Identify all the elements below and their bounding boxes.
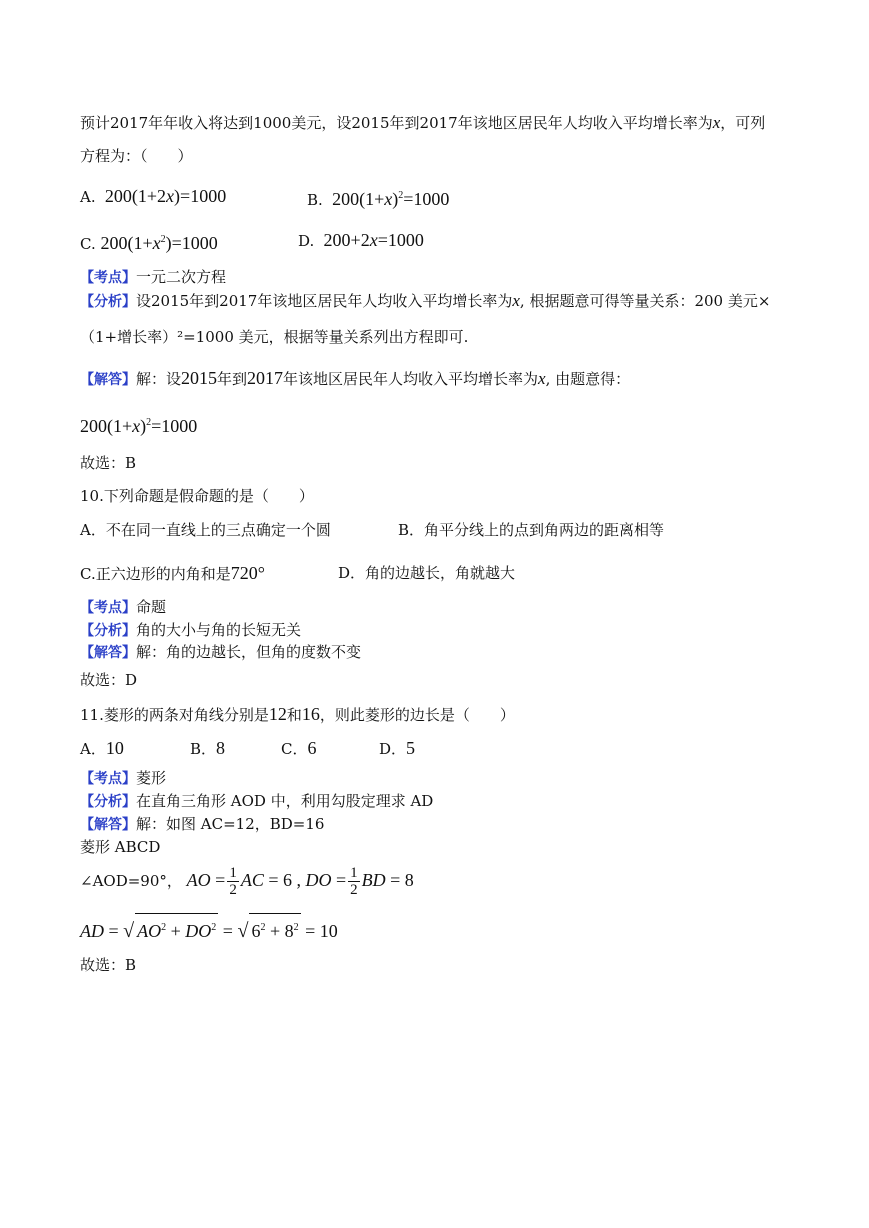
q11-option-d-value: 5 — [406, 738, 416, 758]
q10-option-b: B．角平分线上的点到角两边的距离相等 — [398, 521, 665, 539]
q10-option-d: D．角的边越长，角就越大 — [338, 564, 516, 582]
q9-jieda-d: , 由题意得： — [545, 370, 631, 388]
q10-fenxi-text: 角的大小与角的长短无关 — [136, 621, 302, 639]
q11-option-b-value: 8 — [216, 738, 226, 758]
q11-option-d — [379, 737, 415, 760]
q11-jieda-tag: 【解答】 — [80, 817, 136, 833]
q9-jieda-year2: 2017 — [247, 368, 284, 388]
q10-kaodian-tag: 【考点】 — [80, 600, 136, 616]
q9-jieda-year1: 2015 — [181, 368, 218, 388]
q9-stem-text: 预计2017年年收入将达到1000美元，设2015年到2017年该地区居民年人均收入平均增长率为 — [80, 114, 713, 132]
q9-fenxi-var: x — [512, 291, 520, 310]
q9-option-b — [307, 185, 449, 211]
q9-option-a-label: A. — [80, 188, 96, 206]
q11-kaodian — [80, 767, 166, 790]
q9-stem-tail: ，可列 — [720, 114, 766, 132]
q9-fenxi-text-b: , 根据题意可得等量关系：200 美元× — [519, 292, 771, 310]
q11-ao-eq: AO = $\frac{1}{2}$ AC = 6 , DO = $\frac{1}{2}$ BD = 8 — [186, 865, 414, 899]
q9-fenxi-text-a: 设2015年到2017年该地区居民年人均收入平均增长率为 — [136, 292, 513, 310]
q11-rhombus-line: 菱形 ABCD — [80, 838, 161, 856]
q10-option-c — [80, 562, 265, 585]
q11-option-d-label: D． — [379, 740, 407, 758]
q9-jieda-a: 解：设 — [136, 370, 182, 388]
q10-option-c-value: 720° — [230, 563, 265, 583]
q9-answer: 故选：B — [80, 454, 137, 472]
q9-option-c-render: $200(1+x^2)=1000$ — [100, 233, 218, 253]
q11-angle-text: ∠AOD=90°， — [80, 872, 182, 890]
q11-ao-do-line — [80, 862, 414, 899]
q11-kaodian-tag: 【考点】 — [80, 771, 136, 787]
q9-fenxi-tag: 【分析】 — [80, 294, 136, 310]
q9-option-b-render: $200(1+x)^2=1000$ — [327, 189, 450, 209]
q11-jieda — [80, 813, 324, 836]
sqrt-icon: √ — [237, 920, 249, 942]
q9-option-c-label: C. — [80, 235, 96, 253]
q11-fenxi-tag: 【分析】 — [80, 794, 136, 810]
q9-jieda-tag: 【解答】 — [80, 372, 136, 388]
q11-stem-suffix: ，则此菱形的边长是（ ） — [319, 706, 515, 724]
q10-jieda — [80, 641, 361, 664]
q9-option-a — [80, 185, 226, 208]
q10-fenxi — [80, 619, 301, 642]
q10-kaodian — [80, 596, 166, 619]
q11-fenxi — [80, 790, 433, 813]
q10-fenxi-tag: 【分析】 — [80, 623, 136, 639]
q9-jieda-var: x — [538, 369, 546, 388]
q11-answer: 故选：B — [80, 956, 137, 974]
q9-stem-line1 — [80, 112, 765, 134]
q11-option-c-label: C． — [281, 740, 308, 758]
q11-stem — [80, 703, 515, 726]
q9-equation — [80, 412, 197, 438]
q9-option-a-render: 200(1+2x)=1000 — [100, 186, 227, 206]
q9-kaodian-tag: 【考点】 — [80, 270, 136, 286]
q11-stem-n1: 12 — [268, 704, 287, 724]
q10-answer: 故选：D — [80, 671, 138, 689]
q10-jieda-text: 解：角的边越长，但角的度数不变 — [136, 643, 362, 661]
q10-stem: 10.下列命题是假命题的是（ ） — [80, 487, 314, 505]
q9-jieda — [80, 367, 630, 391]
q10-option-a: A．不在同一直线上的三点确定一个圆 — [80, 521, 331, 539]
q11-stem-prefix: 11.菱形的两条对角线分别是 — [80, 706, 269, 724]
q11-option-a-value: 10 — [105, 738, 124, 758]
q9-option-d-label: D. — [298, 232, 315, 250]
q11-option-b-label: B． — [190, 740, 217, 758]
q9-jieda-c: 年该地区居民年人均收入平均增长率为 — [283, 370, 539, 388]
q9-option-d-render: 200+2x=1000 — [319, 230, 424, 250]
q9-fenxi-line2: （1+增长率）²=1000 美元，根据等量关系列出方程即可. — [80, 328, 469, 346]
q11-option-c-value: 6 — [307, 738, 317, 758]
q9-stem-var: x — [712, 113, 721, 132]
q10-jieda-tag: 【解答】 — [80, 645, 136, 661]
q11-ad-eq-render: AD = √ $AO^2 + DO^2$ = √ $6^2 + 8^2 = 10$ — [80, 921, 338, 941]
q9-stem-line2: 方程为：（ ） — [80, 147, 193, 165]
q10-option-c-text: C.正六边形的内角和是 — [80, 565, 231, 583]
half-fraction: $\frac{1}{2}$ — [229, 865, 237, 899]
sqrt-icon: √ — [123, 920, 135, 942]
half-fraction: $\frac{1}{2}$ — [350, 865, 358, 899]
q11-option-c — [281, 737, 316, 760]
q9-equation-render: $200(1+x)^2=1000$ — [80, 416, 198, 436]
q9-option-c — [80, 229, 218, 255]
q11-kaodian-text: 菱形 — [136, 769, 167, 787]
q11-stem-n2: 16 — [301, 704, 320, 724]
q9-kaodian-text: 一元二次方程 — [136, 268, 227, 286]
q11-option-a-label: A． — [80, 740, 106, 758]
q11-option-b — [190, 737, 225, 760]
q11-jieda-text: 解：如图 AC=12，BD=16 — [136, 815, 325, 833]
q10-kaodian-text: 命题 — [136, 598, 167, 616]
q9-option-d — [298, 229, 424, 252]
q9-jieda-b: 年到 — [217, 370, 248, 388]
q9-kaodian — [80, 266, 226, 289]
q11-option-a — [80, 737, 124, 760]
q11-stem-mid: 和 — [286, 706, 302, 724]
q11-fenxi-text: 在直角三角形 AOD 中，利用勾股定理求 AD — [136, 792, 434, 810]
q11-ad-eq — [80, 913, 338, 946]
q9-fenxi-line1 — [80, 290, 770, 313]
q9-option-b-label: B. — [307, 191, 323, 209]
